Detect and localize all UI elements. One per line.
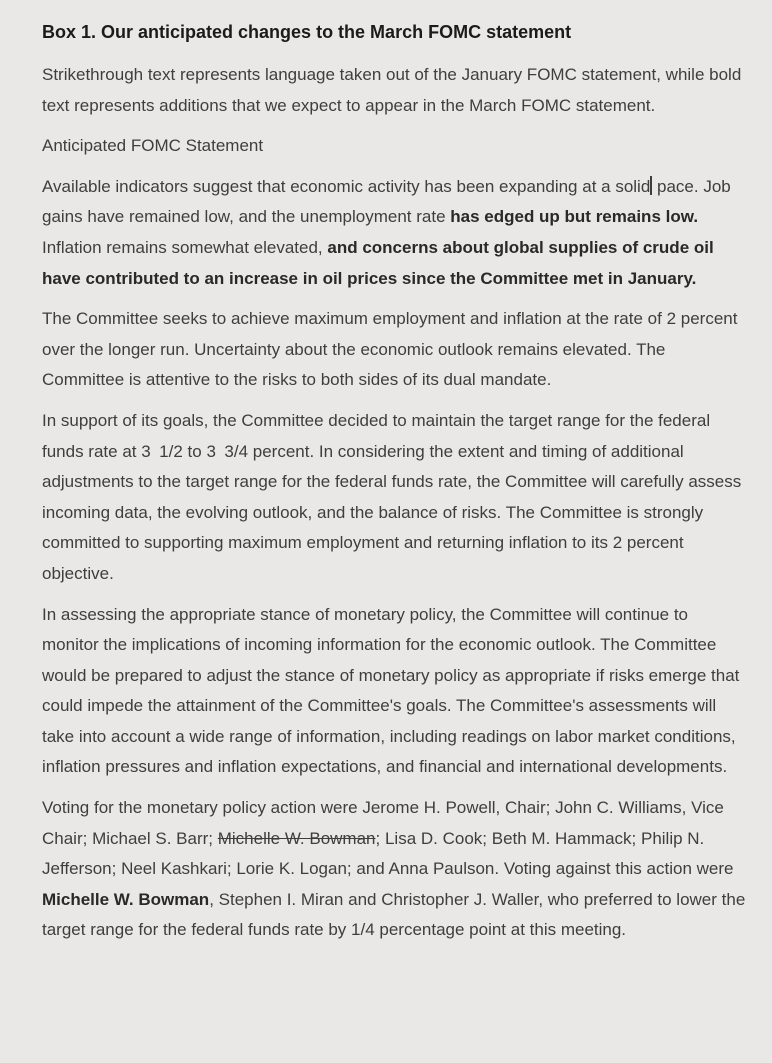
paragraph (42, 304, 746, 396)
body-text: Inflation remains somewhat elevated, (42, 237, 328, 257)
added-text: has edged up but remains low. (450, 207, 699, 227)
added-text: and concerns about global supplies of crude oil have contributed to an increase in oil prices since the Committee met in January. (42, 237, 714, 288)
paragraph (42, 172, 746, 294)
removed-text: Michelle W. Bowman (217, 828, 376, 848)
body-text: Available indicators suggest that economic activity has been expanding at a solid (42, 176, 651, 196)
document-body (42, 60, 746, 946)
paragraph (42, 60, 746, 121)
body-text: The Committee seeks to achieve maximum employment and inflation at the rate of 2 percent over the longer run. Uncertainty about the economic outlook remains elevated. The Committee is attentive to the risks to both sides of its dual mandate. (42, 309, 738, 390)
body-text: In assessing the appropriate stance of monetary policy, the Committee will continue to monitor the implications of incoming information for the economic outlook. The Committee would be prepared to adjust the stance of monetary policy as appropriate if risks emerge that could impede the attainment of the Committee's goals. The Committee's assessments will take into account a wide range of information, including readings on labor market conditions, inflation pressures and inflation expectations, and financial and international developments. (42, 604, 740, 777)
paragraph (42, 600, 746, 784)
body-text: Voting for the monetary policy action were Jerome H. Powell, Chair; John C. Williams, Vice Chair; Michael S. Barr; (42, 798, 724, 848)
body-text: , Stephen I. Miran and Christopher J. Waller, who preferred to lower the target range for the federal funds rate by 1/4 percentage point at this meeting. (42, 889, 746, 940)
added-text: Michelle W. Bowman (42, 889, 210, 909)
body-text: In support of its goals, the Committee decided to maintain the target range for the federal funds rate at 3 1/2 to 3 3/4 percent. In considering the extent and timing of additional adjustments to the target range for the federal funds rate, the Committee will carefully assess incoming data, the evolving outlook, and the balance of risks. The Committee is strongly committed to supporting maximum employment and returning inflation to its 2 percent objective. (42, 410, 742, 583)
box-title: Box 1. Our anticipated changes to the March FOMC statement (42, 22, 572, 42)
body-text: Anticipated FOMC Statement (42, 136, 264, 156)
paragraph (42, 131, 746, 162)
body-text: Strikethrough text represents language taken out of the January FOMC statement, while bold text represents additions that we expect to appear in the March FOMC statement. (42, 65, 742, 115)
body-text: ; Lisa D. Cook; Beth M. Hammack; Philip N. Jefferson; Neel Kashkari; Lorie K. Logan; and Anna Paulson. Voting against this action were (42, 828, 734, 879)
paragraph (42, 406, 746, 590)
paragraph (42, 793, 746, 946)
body-text: pace. Job gains have remained low, and the unemployment rate (42, 176, 731, 227)
